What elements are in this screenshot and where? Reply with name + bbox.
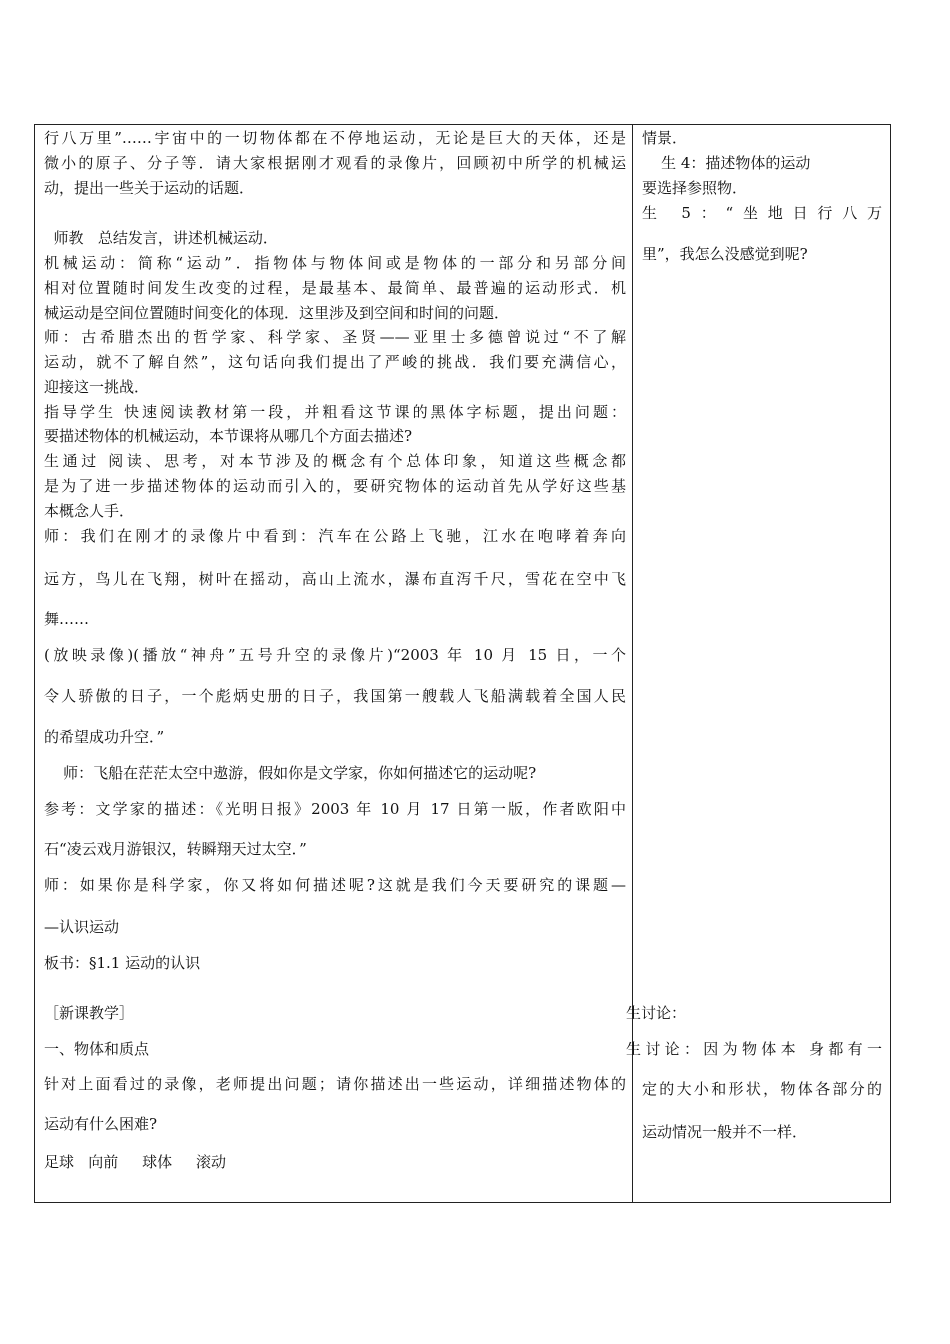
left-line: 本概念人手． — [44, 502, 135, 520]
left-line: 要描述物体的机械运动，本节课将从哪几个方面去描述? — [44, 427, 413, 445]
left-line: 动，提出一些关于运动的话题． — [44, 179, 255, 197]
left-line: 板书：§1.1 运动的认识 — [44, 954, 201, 972]
left-line: 舞…… — [44, 610, 90, 628]
left-line: 行八万里”……宇宙中的一切物体都在不停地运动，无论是巨大的天体，还是 — [44, 129, 626, 147]
left-line: 石“凌云戏月游银汉，转瞬翔天过太空．” — [44, 840, 307, 858]
left-line: 师：飞船在茫茫太空中遨游，假如你是文学家，你如何描述它的运动呢? — [44, 764, 537, 782]
right-line: 里”，我怎么没感觉到呢? — [642, 245, 808, 263]
left-line: 迎接这一挑战． — [44, 378, 150, 396]
left-line: 一、物体和质点 — [44, 1040, 150, 1058]
left-line: 针对上面看过的录像，老师提出问题；请你描述出一些运动，详细描述物体的 — [44, 1075, 626, 1093]
left-line: 指导学生 快速阅读教材第一段，并粗看这节课的黑体字标题，提出问题： — [44, 403, 626, 421]
left-line: 足球 向前 球体 滚动 — [44, 1153, 226, 1171]
right-line: 定的大小和形状，物体各部分的 — [642, 1080, 882, 1098]
right-line: 运动情况一般并不一样． — [642, 1123, 808, 1141]
left-line: 师教 总结发言，讲述机械运动． — [44, 229, 278, 247]
left-line: (放映录像)(播放“神舟”五号升空的录像片)“2003 年 10 月 15 日，一个 — [44, 646, 626, 664]
left-line: 相对位置随时间发生改变的过程，是最基本、最简单、最普遍的运动形式．机 — [44, 279, 626, 297]
right-line: 生讨论： — [626, 1004, 687, 1022]
right-line: 要选择参照物． — [642, 179, 748, 197]
left-line: 运动，就不了解自然”，这句话向我们提出了严峻的挑战．我们要充满信心， — [44, 353, 626, 371]
left-line: 师：古希腊杰出的哲学家、科学家、圣贤——亚里士多德曾说过“不了解 — [44, 328, 626, 346]
left-line: 的希望成功升空．” — [44, 728, 165, 746]
right-line: 生 4：描述物体的运动 — [642, 154, 811, 172]
left-line: 生通过 阅读、思考，对本节涉及的概念有个总体印象，知道这些概念都 — [44, 452, 626, 470]
left-line: ［新课教学］ — [44, 1004, 135, 1022]
left-line: 是为了进一步描述物体的运动而引入的，要研究物体的运动首先从学好这些基 — [44, 477, 626, 495]
left-line: 机械运动：简称“运动”．指物体与物体间或是物体的一部分和另部分间 — [44, 254, 626, 272]
left-line: 运动有什么困难? — [44, 1115, 158, 1133]
right-line: 情景． — [642, 129, 688, 147]
left-line: 令人骄傲的日子，一个彪炳史册的日子，我国第一艘载人飞船满载着全国人民 — [44, 687, 626, 705]
left-line: 微小的原子、分子等．请大家根据刚才观看的录像片，回顾初中所学的机械运 — [44, 154, 626, 172]
right-line: 生 5：“坐地日行八万 — [642, 204, 882, 222]
left-line: —认识运动 — [44, 918, 120, 936]
right-line: 生讨论：因为物体本 身都有一 — [626, 1040, 882, 1058]
left-line: 师：如果你是科学家，你又将如何描述呢?这就是我们今天要研究的课题— — [44, 876, 626, 894]
left-line: 械运动是空间位置随时间变化的体现．这里涉及到空间和时间的问题． — [44, 304, 510, 322]
left-line: 远方，鸟儿在飞翔，树叶在摇动，高山上流水，瀑布直泻千尺，雪花在空中飞 — [44, 570, 626, 588]
left-line: 师：我们在刚才的录像片中看到：汽车在公路上飞驰，江水在咆哮着奔向 — [44, 527, 626, 545]
left-line: 参考：文学家的描述：《光明日报》2003 年 10 月 17 日第一版，作者欧阳中 — [44, 800, 626, 818]
